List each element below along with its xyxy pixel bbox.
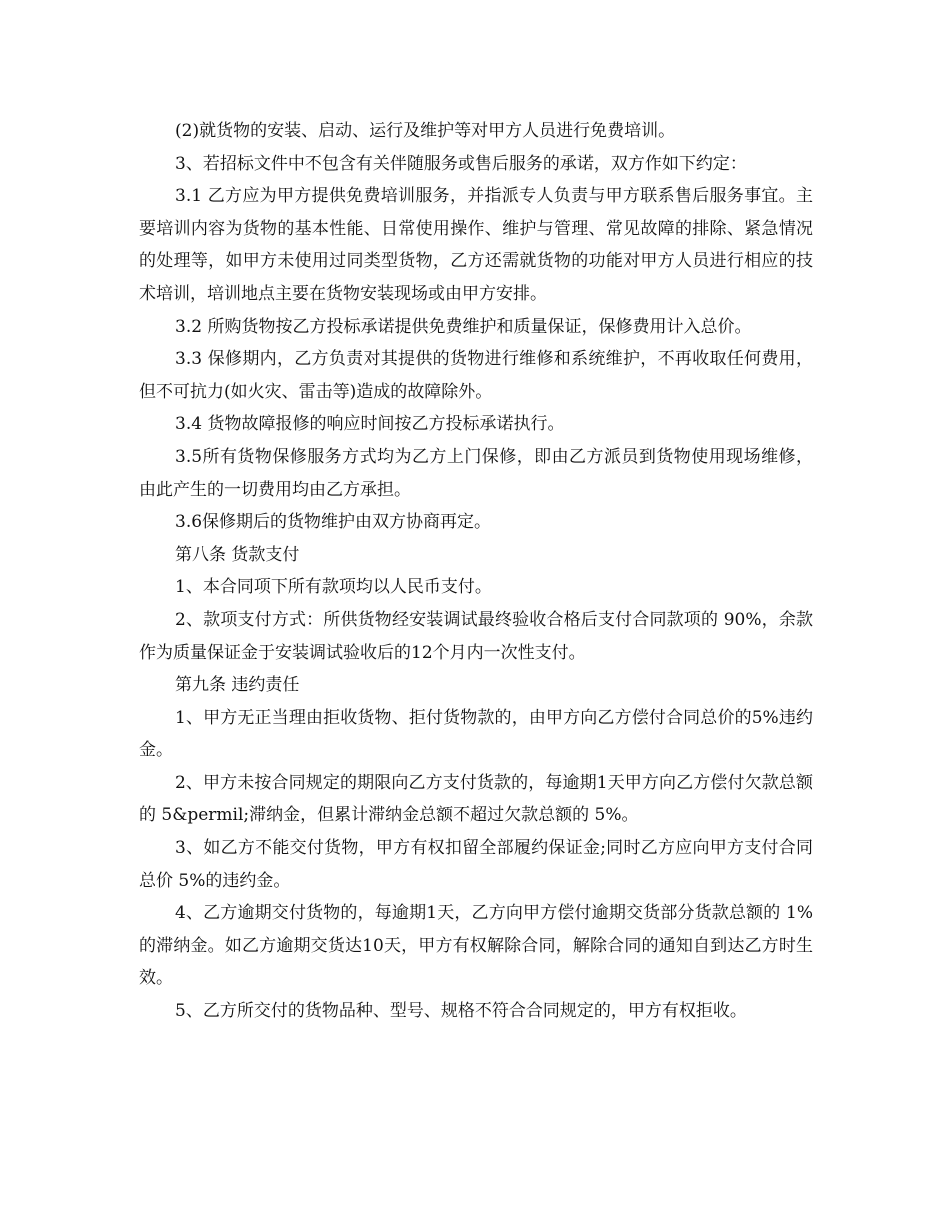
document-body <box>139 115 813 1028</box>
paragraph-clause-3-1: 3.1 乙方应为甲方提供免费培训服务，并指派专人负责与甲方联系售后服务事宜。主要培训内容为货物的基本性能、日常使用操作、维护与管理、常见故障的排除、紧急情况的处理等，如甲方未使用过同类型货物，乙方还需就货物的功能对甲方人员进行相应的技术培训，培训地点主要在货物安装现场或由甲方安排。 <box>139 186 813 304</box>
paragraph-liability-1: 1、甲方无正当理由拒收货物、拒付货物款的，由甲方向乙方偿付合同总价的5%违约金。 <box>139 707 813 761</box>
paragraph-payment-2: 2、款项支付方式：所供货物经安装调试最终验收合格后支付合同款项的 90%，余款作为质量保证金于安装调试验收后的12个月内一次性支付。 <box>139 609 813 663</box>
paragraph-liability-2: 2、甲方未按合同规定的期限向乙方支付货款的，每逾期1天甲方向乙方偿付欠款总额的 5&permil;滞纳金，但累计滞纳金总额不超过欠款总额的 5%。 <box>139 772 813 826</box>
paragraph-clause-3-6: 3.6保修期后的货物维护由双方协商再定。 <box>175 512 492 533</box>
paragraph-clause-3-3: 3.3 保修期内，乙方负责对其提供的货物进行维修和系统维护，不再收取任何费用，但不可抗力(如火灾、雷击等)造成的故障除外。 <box>139 349 813 402</box>
paragraph-liability-5: 5、乙方所交付的货物品种、型号、规格不符合合同规定的，甲方有权拒收。 <box>175 1001 747 1022</box>
paragraph-training-free: (2)就货物的安装、启动、运行及维护等对甲方人员进行免费培训。 <box>175 121 676 141</box>
section-heading-article-9: 第九条 违约责任 <box>175 675 300 696</box>
paragraph-liability-3: 3、如乙方不能交付货物，甲方有权扣留全部履约保证金;同时乙方应向甲方支付合同总价 5%的违约金。 <box>139 838 813 891</box>
paragraph-payment-1: 1、本合同项下所有款项均以人民币支付。 <box>175 577 492 598</box>
paragraph-liability-4: 4、乙方逾期交付货物的，每逾期1天，乙方向甲方偿付逾期交货部分货款总额的 1%的滞纳金。如乙方逾期交货达10天，甲方有权解除合同，解除合同的通知自到达乙方时生效。 <box>139 903 813 989</box>
paragraph-clause-3-5: 3.5所有货物保修服务方式均为乙方上门保修，即由乙方派员到货物使用现场维修，由此产生的一切费用均由乙方承担。 <box>139 446 813 500</box>
paragraph-clause-3-4: 3.4 货物故障报修的响应时间按乙方投标承诺执行。 <box>175 414 565 435</box>
section-heading-article-8: 第八条 货款支付 <box>175 544 300 565</box>
paragraph-clause-3: 3、若招标文件中不包含有关伴随服务或售后服务的承诺，双方作如下约定： <box>175 153 747 174</box>
paragraph-clause-3-2: 3.2 所购货物按乙方投标承诺提供免费维护和质量保证，保修费用计入总价。 <box>175 316 752 337</box>
